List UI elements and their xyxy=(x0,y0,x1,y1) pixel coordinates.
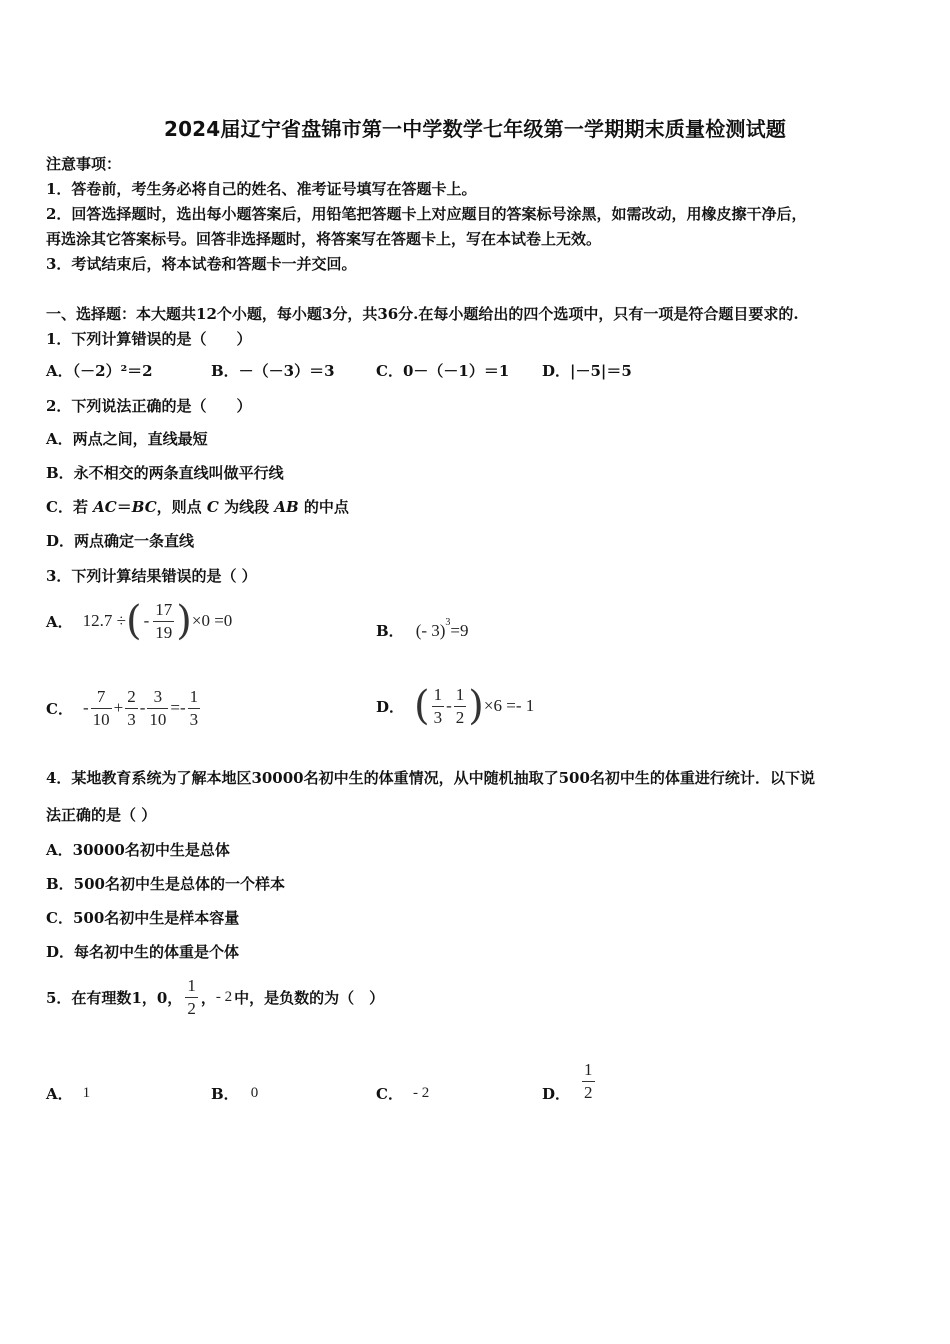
q3-option-b: B． (- 3) $^3$ =9 xyxy=(376,617,469,640)
q3-option-a: A． 12.7 ÷ ( - $\frac{17}{19}$ ) ×0 =0 xyxy=(46,598,233,644)
question-4-stem: 4．某地教育系统为了解本地区30000名初中生的体重情况，从中随机抽取了500名初中生的体重进行统计．以下说 xyxy=(46,769,815,787)
q2-option-b: B．永不相交的两条直线叫做平行线 xyxy=(46,464,284,482)
q4-option-a: A．30000名初中生是总体 xyxy=(46,841,230,859)
q3-option-d: D． ( $\frac{1}{3}$ - $\frac{1}{2}$ ) ×6 =- 1 xyxy=(376,683,535,729)
page-title: 2024届辽宁省盘锦市第一中学数学七年级第一学期期末质量检测试题 xyxy=(163,117,787,141)
question-2-stem: 2．下列说法正确的是（ ） xyxy=(46,397,252,415)
q3-option-c: C． - $\frac{7}{10}$ + $\frac{2}{3}$ - $\frac{3}{10}$ =- $\frac{1}{3}$ xyxy=(46,686,199,729)
question-3-stem: 3．下列计算结果错误的是（ ） xyxy=(46,567,257,585)
q2-option-d: D．两点确定一条直线 xyxy=(46,532,195,550)
notice-item: 2．回答选择题时，选出每小题答案后，用铅笔把答题卡上对应题目的答案标号涂黑，如需改动，用橡皮擦干净后， xyxy=(46,205,807,223)
q4-option-c: C．500名初中生是样本容量 xyxy=(46,909,240,927)
q5-option-b: B． 0 xyxy=(211,1085,259,1103)
q5-option-c: C． - 2 xyxy=(376,1085,430,1103)
notice-item: 3．考试结束后，将本试卷和答题卡一并交回。 xyxy=(46,255,357,273)
question-5-stem: 5．在有理数1，0， $\frac{1}{2}$ ， - 2 中，是负数的为（ ） xyxy=(46,975,385,1018)
question-1-stem: 1．下列计算错误的是（ ） xyxy=(46,330,252,348)
q4-option-b: B．500名初中生是总体的一个样本 xyxy=(46,875,285,893)
q5-option-d: D． $\frac{1}{2}$ xyxy=(542,1059,593,1103)
notice-item: 1．答卷前，考生务必将自己的姓名、准考证号填写在答题卡上。 xyxy=(46,180,477,198)
q4-option-d: D．每名初中生的体重是个体 xyxy=(46,943,240,961)
question-4-stem-cont: 法正确的是（ ） xyxy=(46,806,157,824)
notice-heading: 注意事项： xyxy=(46,155,122,173)
q1-option-c: C．0－（－1）＝1 xyxy=(376,362,510,380)
q5-option-a: A． 1 xyxy=(46,1085,91,1103)
q1-option-d: D．|－5|＝5 xyxy=(542,362,632,380)
q1-option-b: B．－（－3）＝3 xyxy=(211,362,335,380)
q2-option-a: A．两点之间，直线最短 xyxy=(46,430,208,448)
section-heading: 一、选择题：本大题共12个小题，每小题3分，共36分.在每小题给出的四个选项中，只有一项是符合题目要求的. xyxy=(46,305,799,323)
q2-option-c: C．若 AC＝BC，则点 C 为线段 AB 的中点 xyxy=(46,498,349,516)
notice-item: 再选涂其它答案标号。回答非选择题时，将答案写在答题卡上，写在本试卷上无效。 xyxy=(46,230,602,248)
q1-option-a: A．（－2）²＝2 xyxy=(46,362,153,380)
